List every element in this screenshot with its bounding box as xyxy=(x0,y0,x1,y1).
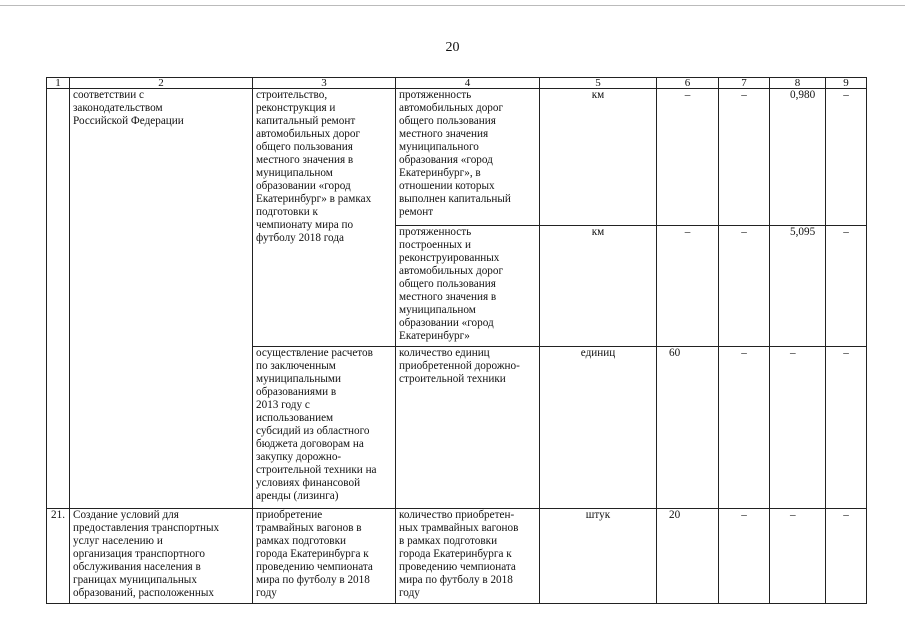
event-cell: приобретение трамвайных вагонов в рамках подготовки города Екатеринбурга к проведению чемпионата мира по футболу в 2018 году xyxy=(253,509,396,604)
value-cell: – xyxy=(826,89,867,226)
header-cell: 9 xyxy=(826,78,867,89)
header-cell: 7 xyxy=(719,78,770,89)
table-header-row xyxy=(47,78,867,89)
unit-cell: км xyxy=(540,89,657,226)
value-cell: 0,980 xyxy=(770,89,826,226)
value-cell: – xyxy=(719,89,770,226)
value-cell: – xyxy=(826,226,867,347)
table-row xyxy=(47,89,867,226)
header-cell: 8 xyxy=(770,78,826,89)
header-cell: 2 xyxy=(70,78,253,89)
page-top-edge xyxy=(0,0,905,6)
event-cell: осуществление расчетов по заключенным муниципальными образованиями в 2013 году с использованием субсидий из областного бюджета договорам на закупку дорожно- строительной техники на условиях финансовой аренды (лизинга) xyxy=(253,347,396,509)
value-cell: – xyxy=(770,509,826,604)
unit-cell: единиц xyxy=(540,347,657,509)
header-cell: 1 xyxy=(47,78,70,89)
header-cell: 4 xyxy=(396,78,540,89)
value-cell: – xyxy=(719,347,770,509)
event-cell: строительство, реконструкция и капитальный ремонт автомобильных дорог общего пользования местного значения в муниципальном образовании «город Екатеринбург» в рамках подготовки к чемпионату мира по футболу 2018 года xyxy=(253,89,396,347)
value-cell: – xyxy=(719,226,770,347)
unit-cell: км xyxy=(540,226,657,347)
value-cell: – xyxy=(657,226,719,347)
value-cell: – xyxy=(719,509,770,604)
header-cell: 3 xyxy=(253,78,396,89)
value-cell: 60 xyxy=(657,347,719,509)
indicator-cell: количество единиц приобретенной дорожно- строительной техники xyxy=(396,347,540,509)
indicator-cell: протяженность построенных и реконструированных автомобильных дорог общего пользования местного значения в муниципальном образовании «город Екатеринбург» xyxy=(396,226,540,347)
indicator-cell: протяженность автомобильных дорог общего пользования местного значения муниципального образования «город Екатеринбург», в отношении которых выполнен капитальный ремонт xyxy=(396,89,540,226)
value-cell: – xyxy=(826,347,867,509)
value-cell: 5,095 xyxy=(770,226,826,347)
purpose-cell: Создание условий для предоставления транспортных услуг населению и организация транспортного обслуживания населения в границах муниципальных образований, расположенных xyxy=(70,509,253,604)
unit-cell: штук xyxy=(540,509,657,604)
purpose-cell: соответствии с законодательством Российской Федерации xyxy=(70,89,253,509)
value-cell: – xyxy=(770,347,826,509)
indicator-cell: количество приобретен- ных трамвайных вагонов в рамках подготовки города Екатеринбурга к проведению чемпионата мира по футболу в 2018 году xyxy=(396,509,540,604)
header-cell: 5 xyxy=(540,78,657,89)
row-number-cell xyxy=(47,89,70,509)
indicators-table xyxy=(46,77,867,604)
value-cell: 20 xyxy=(657,509,719,604)
table-row xyxy=(47,509,867,604)
value-cell: – xyxy=(826,509,867,604)
page-number: 20 xyxy=(445,40,460,55)
row-number-cell: 21. xyxy=(47,509,70,604)
value-cell: – xyxy=(657,89,719,226)
header-cell: 6 xyxy=(657,78,719,89)
